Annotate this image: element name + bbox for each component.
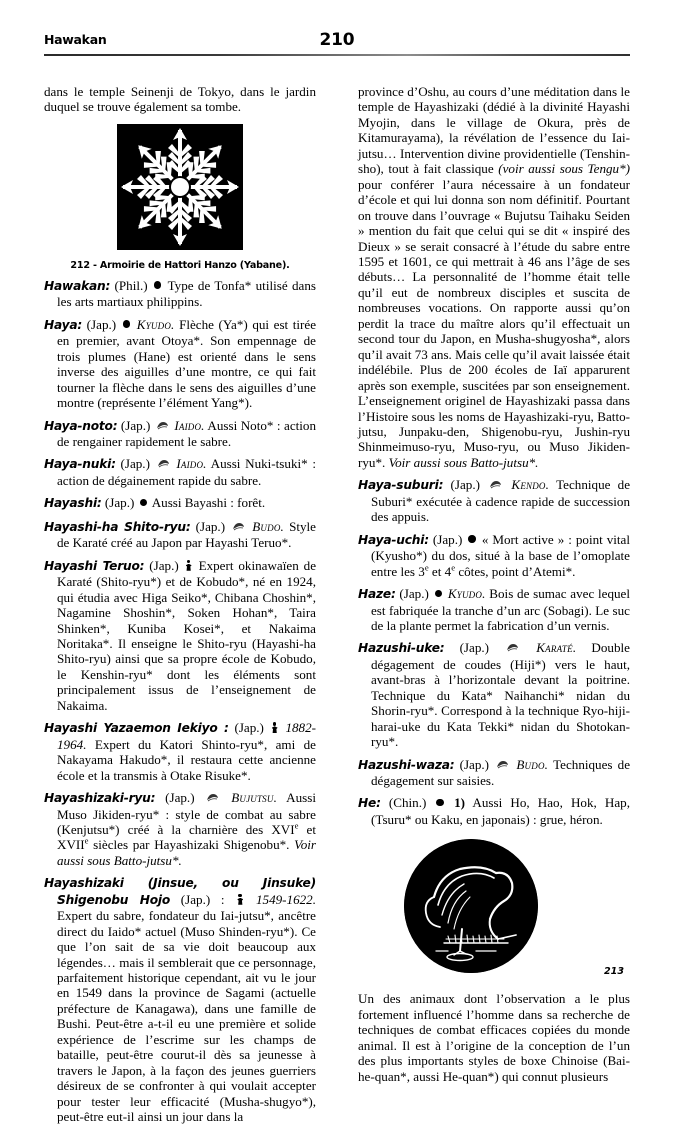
century-ordinal-suffix: e	[294, 820, 299, 831]
entry-headword: Haya-suburi:	[358, 478, 444, 493]
continued-crossref-1: (voir aussi sous Tengu*)	[498, 161, 630, 177]
discipline-fan-icon	[157, 459, 170, 468]
continued-text-part-1: province d’Oshu, au cours d’une méditation dans le temple de Hayashizaki (dédié à la divinité Hayashi Myojin, dans le village de Okura, près de Kitamurayama), la révélation de l’essence du Iai-jutsu… Intervention divine providentielle (Tenshin-sho), tout à fait classique	[358, 84, 630, 177]
entry-headword: Hayashi:	[44, 496, 102, 511]
dictionary-entry	[358, 532, 630, 579]
century-roman: XVII	[57, 837, 85, 853]
century-roman: XVI	[271, 821, 295, 837]
entry-headword: Hayashi-ha Shito-ryu:	[44, 519, 191, 534]
entry-discipline: Kyudo.	[136, 316, 175, 332]
entry-text: siècles par Hayashizaki Shigenobu*.	[88, 837, 295, 853]
entry-language: (Jap.)	[234, 720, 264, 736]
discipline-fan-icon	[206, 793, 219, 802]
entry-headword: Hazushi-waza:	[358, 757, 455, 772]
entry-language: (Jap.)	[195, 518, 226, 534]
entry-text: Aussi Bayashi : forêt.	[151, 495, 266, 511]
entry-discipline: Iaido.	[176, 456, 207, 472]
discipline-fan-icon	[489, 480, 502, 489]
figure-mon-yabane	[44, 124, 316, 271]
continued-crossref-2: Voir aussi sous Batto-jutsu*.	[388, 454, 539, 470]
bullet-dot-icon	[468, 535, 476, 543]
entry-language: (Jap.)	[459, 640, 490, 656]
entry-discipline: Iaido.	[174, 417, 205, 433]
right-column	[358, 84, 630, 1084]
entry-text: Aussi Muso Jikiden-ryu* : style de combat au sabre (Kenjutsu*) créé à la charnière des	[57, 790, 316, 837]
entry-headword: Hawakan:	[44, 278, 111, 293]
entry-language: (Chin.)	[388, 795, 427, 811]
dictionary-entry	[358, 795, 630, 827]
continued-paragraph: dans le temple Seinenji de Tokyo, dans le jardin duquel se trouve également sa tombe.	[44, 84, 316, 115]
entry-language: (Jap.)	[86, 316, 117, 332]
entry-text: Expert du sabre, fondateur du Iai-jutsu*, ancêtre direct du Iaido* actuel (Muso Shinden-ryu*). Ce que l’on sait de sa vie doit beaucoup aux légendes… mais il semblerait que ce personnage, parfaitement historique cependant, ait vu le jour en 1549 dans la province de Sagami (actuelle préfecture de Kanagawa), dans une famille de Bushi. Peut-être a-t-il eu une première et solide expérience de l’escrime sur les champs de bataille, peut-être courut-il dès sa jeunesse à travers le Japon, à la façon des jeunes guerriers désireux de se confronter à qui voulait accepter pour tester leur efficacité (Musha-shugyo*), peut-être eut-il ainsi un jour dans la	[57, 908, 316, 1125]
entry-language: (Jap.)	[120, 417, 151, 433]
dictionary-entry	[358, 640, 630, 749]
dictionary-entry	[44, 317, 316, 411]
entry-language: (Jap.)	[120, 456, 150, 472]
entry-language: (Jap.)	[149, 557, 179, 573]
entry-language: (Jap.)	[459, 756, 490, 772]
entry-headword: Hayashi Teruo:	[44, 558, 145, 573]
entry-headword: Hazushi-uke:	[358, 641, 445, 656]
entry-headword: Hayashizaki-ryu:	[44, 791, 156, 806]
person-icon	[272, 722, 278, 733]
entry-text: et 4	[428, 563, 452, 579]
dictionary-entry	[44, 720, 316, 783]
entry-discipline: Karaté.	[536, 640, 577, 656]
person-icon	[186, 560, 192, 571]
entry-headword: Haze:	[358, 587, 396, 602]
bullet-dot-icon	[123, 320, 131, 328]
dictionary-entry	[358, 586, 630, 633]
entry-sense-number: 1)	[454, 795, 466, 811]
mon-yabane-crest-image	[117, 124, 243, 250]
entry-text: Double dégagement de coudes (Hiji*) vers le haut, avant-bras à l’horizontale devant la poitrine. Technique du Kata* Naihanchi* nidan du Shorin-ryu*. Correspond à la technique Ryo-hiji-harai-uke du Kata Tekki* nidan du Shotokan-ryu*.	[371, 640, 630, 750]
running-head	[44, 32, 630, 54]
entry-text: « Mort active » : point vital (Kyusho*) du dos, situé à la base de l’omoplate entre les 3	[371, 531, 631, 579]
entry-language: (Jap.) :	[180, 891, 225, 907]
left-column	[44, 84, 316, 1125]
entry-dates: 1549-1622.	[255, 891, 316, 907]
entry-language: (Phil.)	[114, 277, 148, 293]
header-rule	[44, 54, 630, 56]
entry-discipline: Budo.	[252, 518, 284, 534]
entry-discipline: Kendo.	[511, 477, 550, 493]
entry-language: (Jap.)	[399, 586, 429, 602]
discipline-fan-icon	[156, 421, 169, 430]
entry-headword: He:	[358, 796, 381, 811]
entry-text: côtes, point d’Atemi*.	[455, 563, 576, 579]
continued-paragraph	[358, 84, 630, 470]
entry-text: Style de Karaté créé au Japon par Hayashi Teruo*.	[57, 518, 316, 551]
entry-text: Expert okinawaïen de Karaté (Shito-ryu*) et de Kobudo*, né en 1924, qui étudia avec Higa Seiko*, Chibana Choshin*, Nagamine Shoshin*, Soken Hohan*, Taira Shinken*, Kuniba Kosei*, et Nakaima Noritaka*. Il enseigne le Shito-ryu (Hayashi-ha Shito-ryu) ainsi que sa propre école de Kobudo, le Kenshin-ryu* dont les éléments sont principalement issus de l’enseignement de Nakaima.	[57, 557, 317, 713]
figure-caption: 212 - Armoirie de Hattori Hanzo (Yabane).	[70, 259, 290, 271]
entry-text: Flèche (Ya*) qui est tirée en premier, avant Otoya*. Son empennage de trois plumes (Hane) est orienté dans le sens inverse des aiguilles d’une montre, ce qui fait tourner la flèche dans le sens des aiguilles d’une montre (représente l’élément Yang*).	[57, 316, 317, 411]
bullet-dot-icon	[154, 281, 162, 289]
person-icon	[237, 894, 243, 905]
bullet-dot-icon	[140, 499, 148, 507]
entry-text: Type de Tonfa* utilisé dans les arts martiaux philippins.	[57, 277, 316, 310]
dictionary-entry	[44, 790, 316, 868]
entry-text: Aussi Nuki-tsuki* : action de dégainement rapide du sabre.	[57, 456, 316, 488]
dictionary-entry	[358, 757, 630, 789]
running-head-title: Hawakan	[44, 32, 107, 47]
entry-crossref: Voir aussi sous Batto-jutsu*.	[57, 837, 316, 868]
dictionary-entry	[44, 418, 316, 450]
crane-medallion-image	[404, 839, 538, 973]
dictionary-entry	[44, 519, 316, 551]
figure-number: 213	[603, 966, 624, 978]
entry-headword: Haya-nuki:	[44, 457, 116, 472]
figure-crane-medallion	[358, 839, 630, 991]
entry-headword: Haya-noto:	[44, 418, 118, 433]
closing-paragraph: Un des animaux dont l’observation a le plus fortement influencé l’homme dans sa recherche de techniques de combat efficaces copiées du monde animal. Il est à l’origine de la conception de l’un des plus importants styles de boxe Chinoise (Bai-he-quan*, aussi He-quan*) qui connut plusieurs	[358, 991, 630, 1084]
bullet-dot-icon	[435, 590, 443, 598]
century-separator: et	[298, 821, 316, 837]
entry-headword: Hayashizaki (Jinsue, ou Jinsuke) Shigenobu Hojo	[44, 876, 316, 907]
entry-headword: Hayashi Yazaemon Iekiyo :	[44, 721, 229, 736]
entry-text: Bois de sumac avec lequel est fabriquée la tranche d’un arc (Sobagi). Le suc de la plante permet la fabrication d’un vernis.	[371, 586, 630, 633]
entry-dates: 1882-1964.	[57, 720, 317, 752]
discipline-fan-icon	[506, 643, 519, 652]
entry-text: Expert du Katori Shinto-ryu*, ami de Nakayama Hakudo*, il restaura cette ancienne école et la transmis à Otake Risuke*.	[57, 736, 316, 783]
century-ordinal-suffix: e	[84, 836, 89, 847]
ordinal-suffix: e	[451, 562, 456, 573]
dictionary-entry	[358, 477, 630, 524]
entry-language: (Jap.)	[104, 495, 135, 511]
bullet-dot-icon	[436, 799, 444, 807]
entry-language: (Jap.)	[432, 531, 463, 547]
page-number: 210	[319, 30, 355, 50]
ordinal-suffix: e	[424, 562, 429, 573]
continued-text-part-2: pour conférer l’aura nécessaire à un fondateur d’école et qui lui donna son nom définitif. Pourtant on trouve dans l’ouvrage « Bujutsu Taihaku Seiden » mention du fait que celui qui se dit « inspiré des Dieux » se serait consacré à l’étude du sabre entre 1595 et 1601, ce qui mettrait à 46 ans l’âge de ses débuts… La personnalité de l’homme était telle qu’il eut de nombreux disciples et suscita de nombreuses vocations. On rapporte aussi qu’on perdit la trace du maître alors qu’il effectuait un second tour du Japon, en Musha-shugyosha*, alors qu’il avait 73 ans. Mais celle qu’il avait laissée était indélébile. Plus de 200 écoles de Iaï apparurent après son exemple, suscitées par son enseignement. L’enseignement originel de Hayashizaki passa dans l’Histoire sous les noms de Hayashizaki-ryu, Batto-jutsu, Junpaku-den, Shigenobu-ryu, Jushin-ryu Shinmeimuso-ryu, Muso-ryu, ou Muso Jikiden-ryu*.	[358, 176, 630, 470]
discipline-fan-icon	[496, 760, 509, 769]
entry-headword: Haya:	[44, 317, 83, 332]
entry-language: (Jap.)	[165, 790, 195, 806]
entry-headword: Haya-uchi:	[358, 532, 429, 547]
entry-text: Techniques de dégagement sur saisies.	[371, 756, 631, 789]
dictionary-entry	[44, 456, 316, 488]
entry-discipline: Budo.	[516, 756, 549, 772]
dictionary-entry	[44, 495, 316, 511]
entry-text: Technique de Suburi* exécutée à cadence rapide de succession des appuis.	[371, 477, 631, 525]
entry-discipline: Bujutsu.	[231, 790, 278, 806]
entry-text: Aussi Ho, Hao, Hok, Hap, (Tsuru* ou Kaku, en japonais) : grue, héron.	[371, 795, 630, 827]
dictionary-entry	[44, 558, 316, 714]
entry-language: (Jap.)	[450, 477, 480, 493]
entry-discipline: Kyudo.	[447, 586, 486, 602]
entry-text: Aussi Noto* : action de rengainer rapidement le sabre.	[57, 417, 316, 449]
dictionary-entry	[44, 875, 316, 1124]
discipline-fan-icon	[232, 522, 245, 531]
dictionary-entry	[44, 278, 316, 310]
